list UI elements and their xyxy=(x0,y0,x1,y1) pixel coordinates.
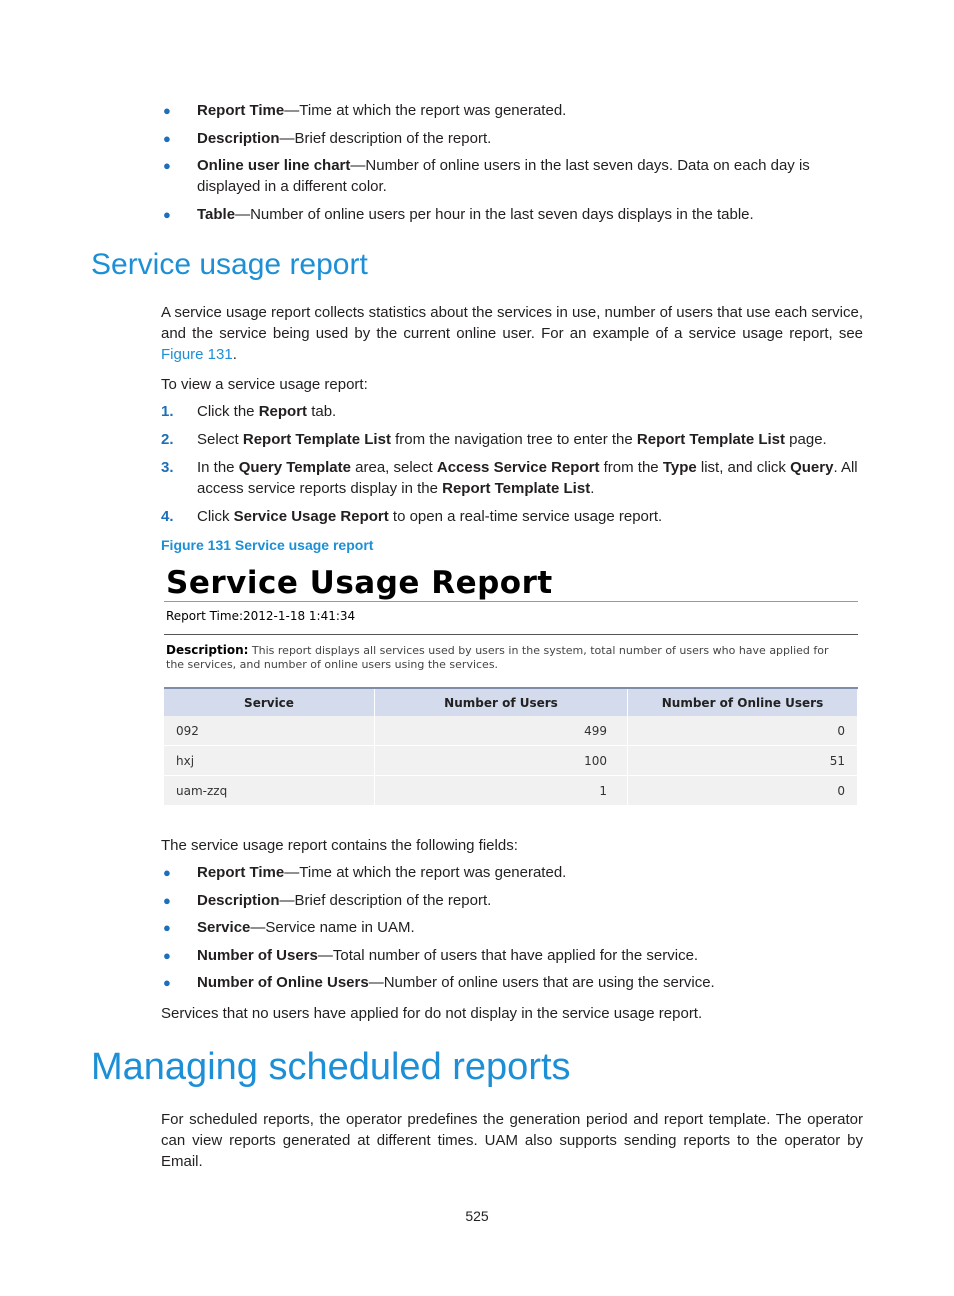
report-table xyxy=(164,687,858,806)
users-cell: 100 xyxy=(375,746,628,776)
description-text: This report displays all services used by users in the system, total number of users who have applied for the services, and number of online users using the services. xyxy=(166,644,829,671)
bullet-item: ● Description—Brief description of the report. xyxy=(163,892,492,909)
table-row xyxy=(164,716,858,746)
description-label: Description: xyxy=(166,643,249,657)
bullet-item: ● Service—Service name in UAM. xyxy=(163,919,415,936)
online-users-cell: 0 xyxy=(628,776,858,806)
step-term: Query xyxy=(790,459,834,476)
bullet-text: —Service name in UAM. xyxy=(250,919,415,936)
bullet-text: —Total number of users that have applied for the service. xyxy=(317,947,699,964)
figure-link[interactable]: Figure 131 xyxy=(161,346,233,363)
step-text: area, select xyxy=(350,459,437,476)
report-description xyxy=(166,643,846,672)
step-term: Report Template List xyxy=(636,431,785,448)
service-usage-report-figure xyxy=(164,565,858,805)
bullet-item: ● Report Time—Time at which the report was generated. xyxy=(163,864,567,881)
report-time: Report Time:2012-1-18 1:41:34 xyxy=(166,609,356,623)
bullet-item: ● Description—Brief description of the report. xyxy=(163,130,492,147)
step-text: from the xyxy=(599,459,663,476)
bullet-term: Report Time xyxy=(197,102,285,119)
fields-intro: The service usage report contains the following fields: xyxy=(161,837,518,854)
column-header-number-of-online-users: Number of Online Users xyxy=(628,688,858,716)
bullet-text: —Number of online users per hour in the last seven days displays in the table. xyxy=(235,206,754,223)
step-term: Service Usage Report xyxy=(233,508,389,525)
bullet-text: —Time at which the report was generated. xyxy=(284,102,567,119)
bullet-text: —Number of online users that are using the service. xyxy=(368,974,715,991)
step-text: from the navigation tree to enter the xyxy=(390,431,637,448)
bullet-item: ● Number of Users—Total number of users that have applied for the service. xyxy=(163,947,699,964)
bullet-term: Number of Online Users xyxy=(197,974,369,991)
step-term: Type xyxy=(662,459,697,476)
bullet-term: Online user line chart xyxy=(197,157,351,174)
service-cell: hxj xyxy=(164,746,375,776)
table-row xyxy=(164,746,858,776)
figure-title: Service Usage Report xyxy=(166,565,553,601)
divider xyxy=(164,601,858,602)
step-number: 1. xyxy=(161,403,174,420)
fields-note: Services that no users have applied for do not display in the service usage report. xyxy=(161,1005,703,1022)
bullet-text: —Brief description of the report. xyxy=(279,130,492,147)
section-heading: Service usage report xyxy=(91,248,368,281)
intro-text: A service usage report collects statistics about the services in use, number of users that use each service, and the service being used by the current online user. For an example of a service usage report, see xyxy=(161,304,864,342)
step-term: Access Service Report xyxy=(436,459,600,476)
column-header-number-of-users: Number of Users xyxy=(375,688,628,716)
users-cell: 1 xyxy=(375,776,628,806)
intro-paragraph xyxy=(161,302,863,365)
online-users-cell: 51 xyxy=(628,746,858,776)
bullet-item: ● Number of Online Users—Number of online users that are using the service. xyxy=(163,974,715,991)
step-text: Select xyxy=(197,431,243,448)
bullet-term: Description xyxy=(197,892,280,909)
step-number: 2. xyxy=(161,431,174,448)
bullet-item: ● Report Time—Time at which the report was generated. xyxy=(163,102,567,119)
step-text: list, and click xyxy=(696,459,791,476)
step-text: . All access service reports display in the xyxy=(197,459,858,497)
bullet-term: Report Time xyxy=(197,864,285,881)
bullet-text: —Brief description of the report. xyxy=(279,892,492,909)
bullet-item: ● Online user line chart—Number of online users in the last seven days. Data on each day is displayed in a different color. xyxy=(163,157,810,195)
step-text: . xyxy=(590,480,595,497)
service-cell: 092 xyxy=(164,716,375,746)
step-text: to open a real-time service usage report. xyxy=(388,508,663,525)
scheduled-reports-paragraph: For scheduled reports, the operator predefines the generation period and report template. The operator can view reports generated at different times. UAM also supports sending reports to the operator by Email. xyxy=(161,1111,863,1170)
step-term: Report Template List xyxy=(242,431,391,448)
bullet-term: Table xyxy=(197,206,236,223)
bullet-term: Description xyxy=(197,130,280,147)
service-cell: uam-zzq xyxy=(164,776,375,806)
figure-caption: Figure 131 Service usage report xyxy=(161,537,374,553)
step-term: Report Template List xyxy=(442,480,591,497)
divider xyxy=(164,634,858,635)
step-text: In the xyxy=(197,459,239,476)
step-item xyxy=(161,401,863,422)
bullet-term: Service xyxy=(197,919,251,936)
intro-text-end: . xyxy=(232,346,237,363)
table-row xyxy=(164,776,858,806)
step-number: 3. xyxy=(161,459,174,476)
bullet-term: Number of Users xyxy=(197,947,318,964)
table-header-row xyxy=(164,688,858,716)
step-text: tab. xyxy=(307,403,337,420)
chapter-heading: Managing scheduled reports xyxy=(91,1046,571,1088)
column-header-service: Service xyxy=(164,688,375,716)
bullet-text: —Time at which the report was generated. xyxy=(284,864,567,881)
step-item xyxy=(161,457,863,499)
step-term: Report xyxy=(258,403,308,420)
bullet-item: ● Table—Number of online users per hour in the last seven days displays in the table. xyxy=(163,206,754,223)
step-item xyxy=(161,429,863,450)
step-item xyxy=(161,506,863,527)
page-number: 525 xyxy=(465,1208,489,1224)
step-term: Query Template xyxy=(238,459,351,476)
steps-intro: To view a service usage report: xyxy=(161,376,368,393)
step-text: Click the xyxy=(197,403,259,420)
step-text: page. xyxy=(785,431,827,448)
step-number: 4. xyxy=(161,508,174,525)
bullet-text: —Number of online users in the last seven days. Data on each day is displayed in a different color. xyxy=(197,157,810,195)
online-users-cell: 0 xyxy=(628,716,858,746)
users-cell: 499 xyxy=(375,716,628,746)
step-text: Click xyxy=(197,508,234,525)
